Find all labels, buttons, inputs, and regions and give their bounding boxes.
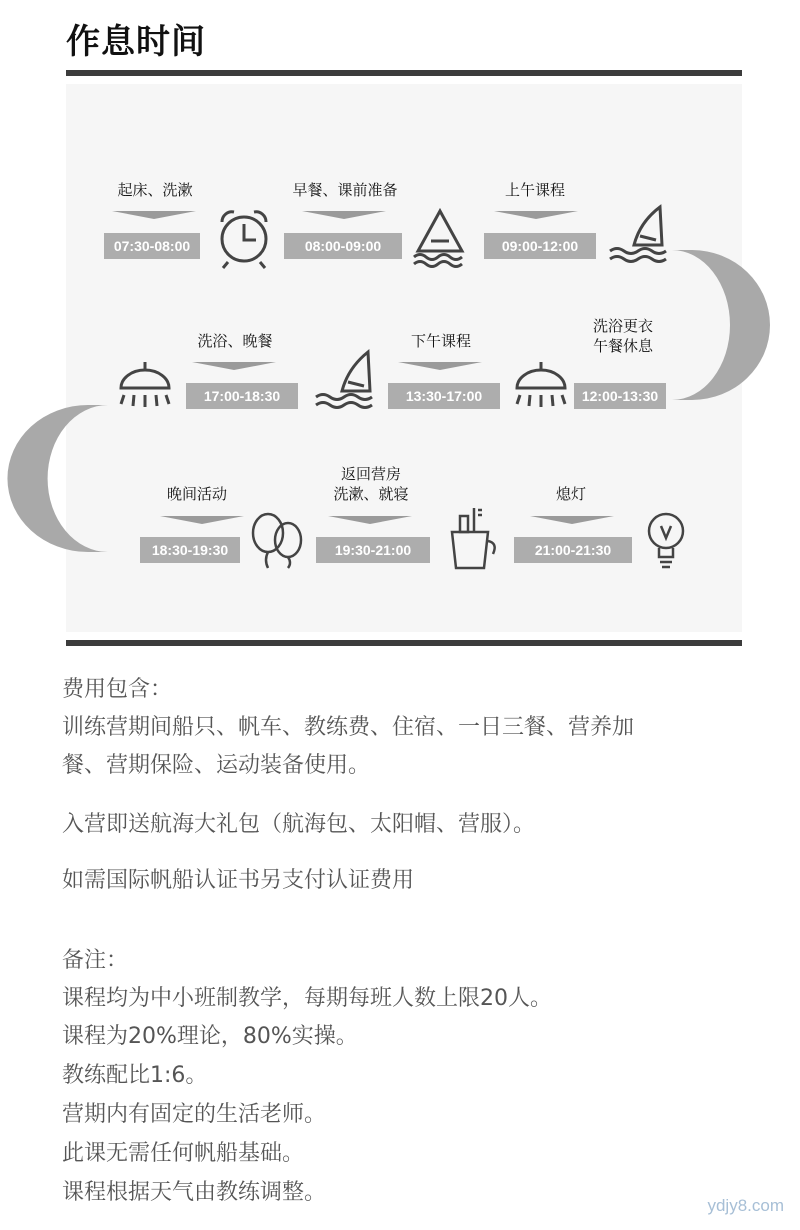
step-label-6: 洗浴、晚餐 xyxy=(197,332,273,350)
fees-heading: 费用包含： xyxy=(62,677,173,702)
bottom-divider xyxy=(66,640,742,646)
step-label-9: 熄灯 xyxy=(555,485,586,503)
balloons-icon xyxy=(253,514,301,568)
sailboat-icon xyxy=(610,207,666,262)
step-label-7: 晚间活动 xyxy=(166,485,227,503)
arrow-down-1 xyxy=(112,211,196,219)
time-badge-6: 17:00-18:30 xyxy=(186,383,298,409)
sailboat-triangle-icon xyxy=(414,211,462,267)
alarm-clock-icon xyxy=(222,212,266,268)
time-badge-2: 08:00-09:00 xyxy=(284,233,402,259)
shower-icon xyxy=(121,362,169,407)
time-badge-3: 09:00-12:00 xyxy=(484,233,596,259)
note-item: 课程根据天气由教练调整。 xyxy=(62,1180,327,1205)
arrow-down-3 xyxy=(494,211,578,219)
fees-line-1: 训练营期间船只、帆车、教练费、住宿、一日三餐、营养加 xyxy=(62,715,635,740)
arrow-down-9 xyxy=(530,516,614,524)
time-badge-5: 13:30-17:00 xyxy=(388,383,500,409)
step-label-2: 早餐、课前准备 xyxy=(292,181,398,199)
shower-icon xyxy=(517,362,565,407)
notes-heading: 备注： xyxy=(62,948,129,973)
sailboat-icon xyxy=(316,352,372,408)
time-badge-7: 18:30-19:30 xyxy=(140,537,240,563)
lightbulb-icon xyxy=(649,514,683,567)
step-label-8: 返回营房 洗漱、就寝 xyxy=(333,465,409,503)
arrow-down-7 xyxy=(160,516,244,524)
note-item: 教练配比1:6。 xyxy=(62,1063,208,1088)
arrow-down-2 xyxy=(302,211,386,219)
arrow-down-6 xyxy=(192,362,276,370)
step-label-1: 起床、洗漱 xyxy=(117,181,193,199)
time-badge-1: 07:30-08:00 xyxy=(104,233,200,259)
note-item: 课程为20%理论，80%实操。 xyxy=(62,1024,358,1049)
toothbrush-cup-icon xyxy=(452,508,495,568)
time-badge-8: 19:30-21:00 xyxy=(316,537,430,563)
watermark: ydjy8.com xyxy=(707,1196,784,1215)
step-label-5: 下午课程 xyxy=(410,332,471,350)
arrow-down-5 xyxy=(398,362,482,370)
page-title: 作息时间 xyxy=(66,22,206,62)
note-item: 课程均为中小班制教学，每期每班人数上限20人。 xyxy=(62,986,552,1011)
time-badge-9: 21:00-21:30 xyxy=(514,537,632,563)
fees-cert: 如需国际帆船认证书另支付认证费用 xyxy=(62,868,415,893)
arrow-down-8 xyxy=(328,516,412,524)
note-item: 营期内有固定的生活老师。 xyxy=(62,1102,327,1127)
time-badge-4: 12:00-13:30 xyxy=(574,383,666,409)
fees-line-2: 餐、营期保险、运动装备使用。 xyxy=(62,753,371,778)
fees-gift: 入营即送航海大礼包（航海包、太阳帽、营服）。 xyxy=(62,812,536,837)
step-label-4: 洗浴更衣 午餐休息 xyxy=(592,317,653,355)
step-label-3: 上午课程 xyxy=(504,181,565,199)
note-item: 此课无需任何帆船基础。 xyxy=(62,1141,305,1166)
